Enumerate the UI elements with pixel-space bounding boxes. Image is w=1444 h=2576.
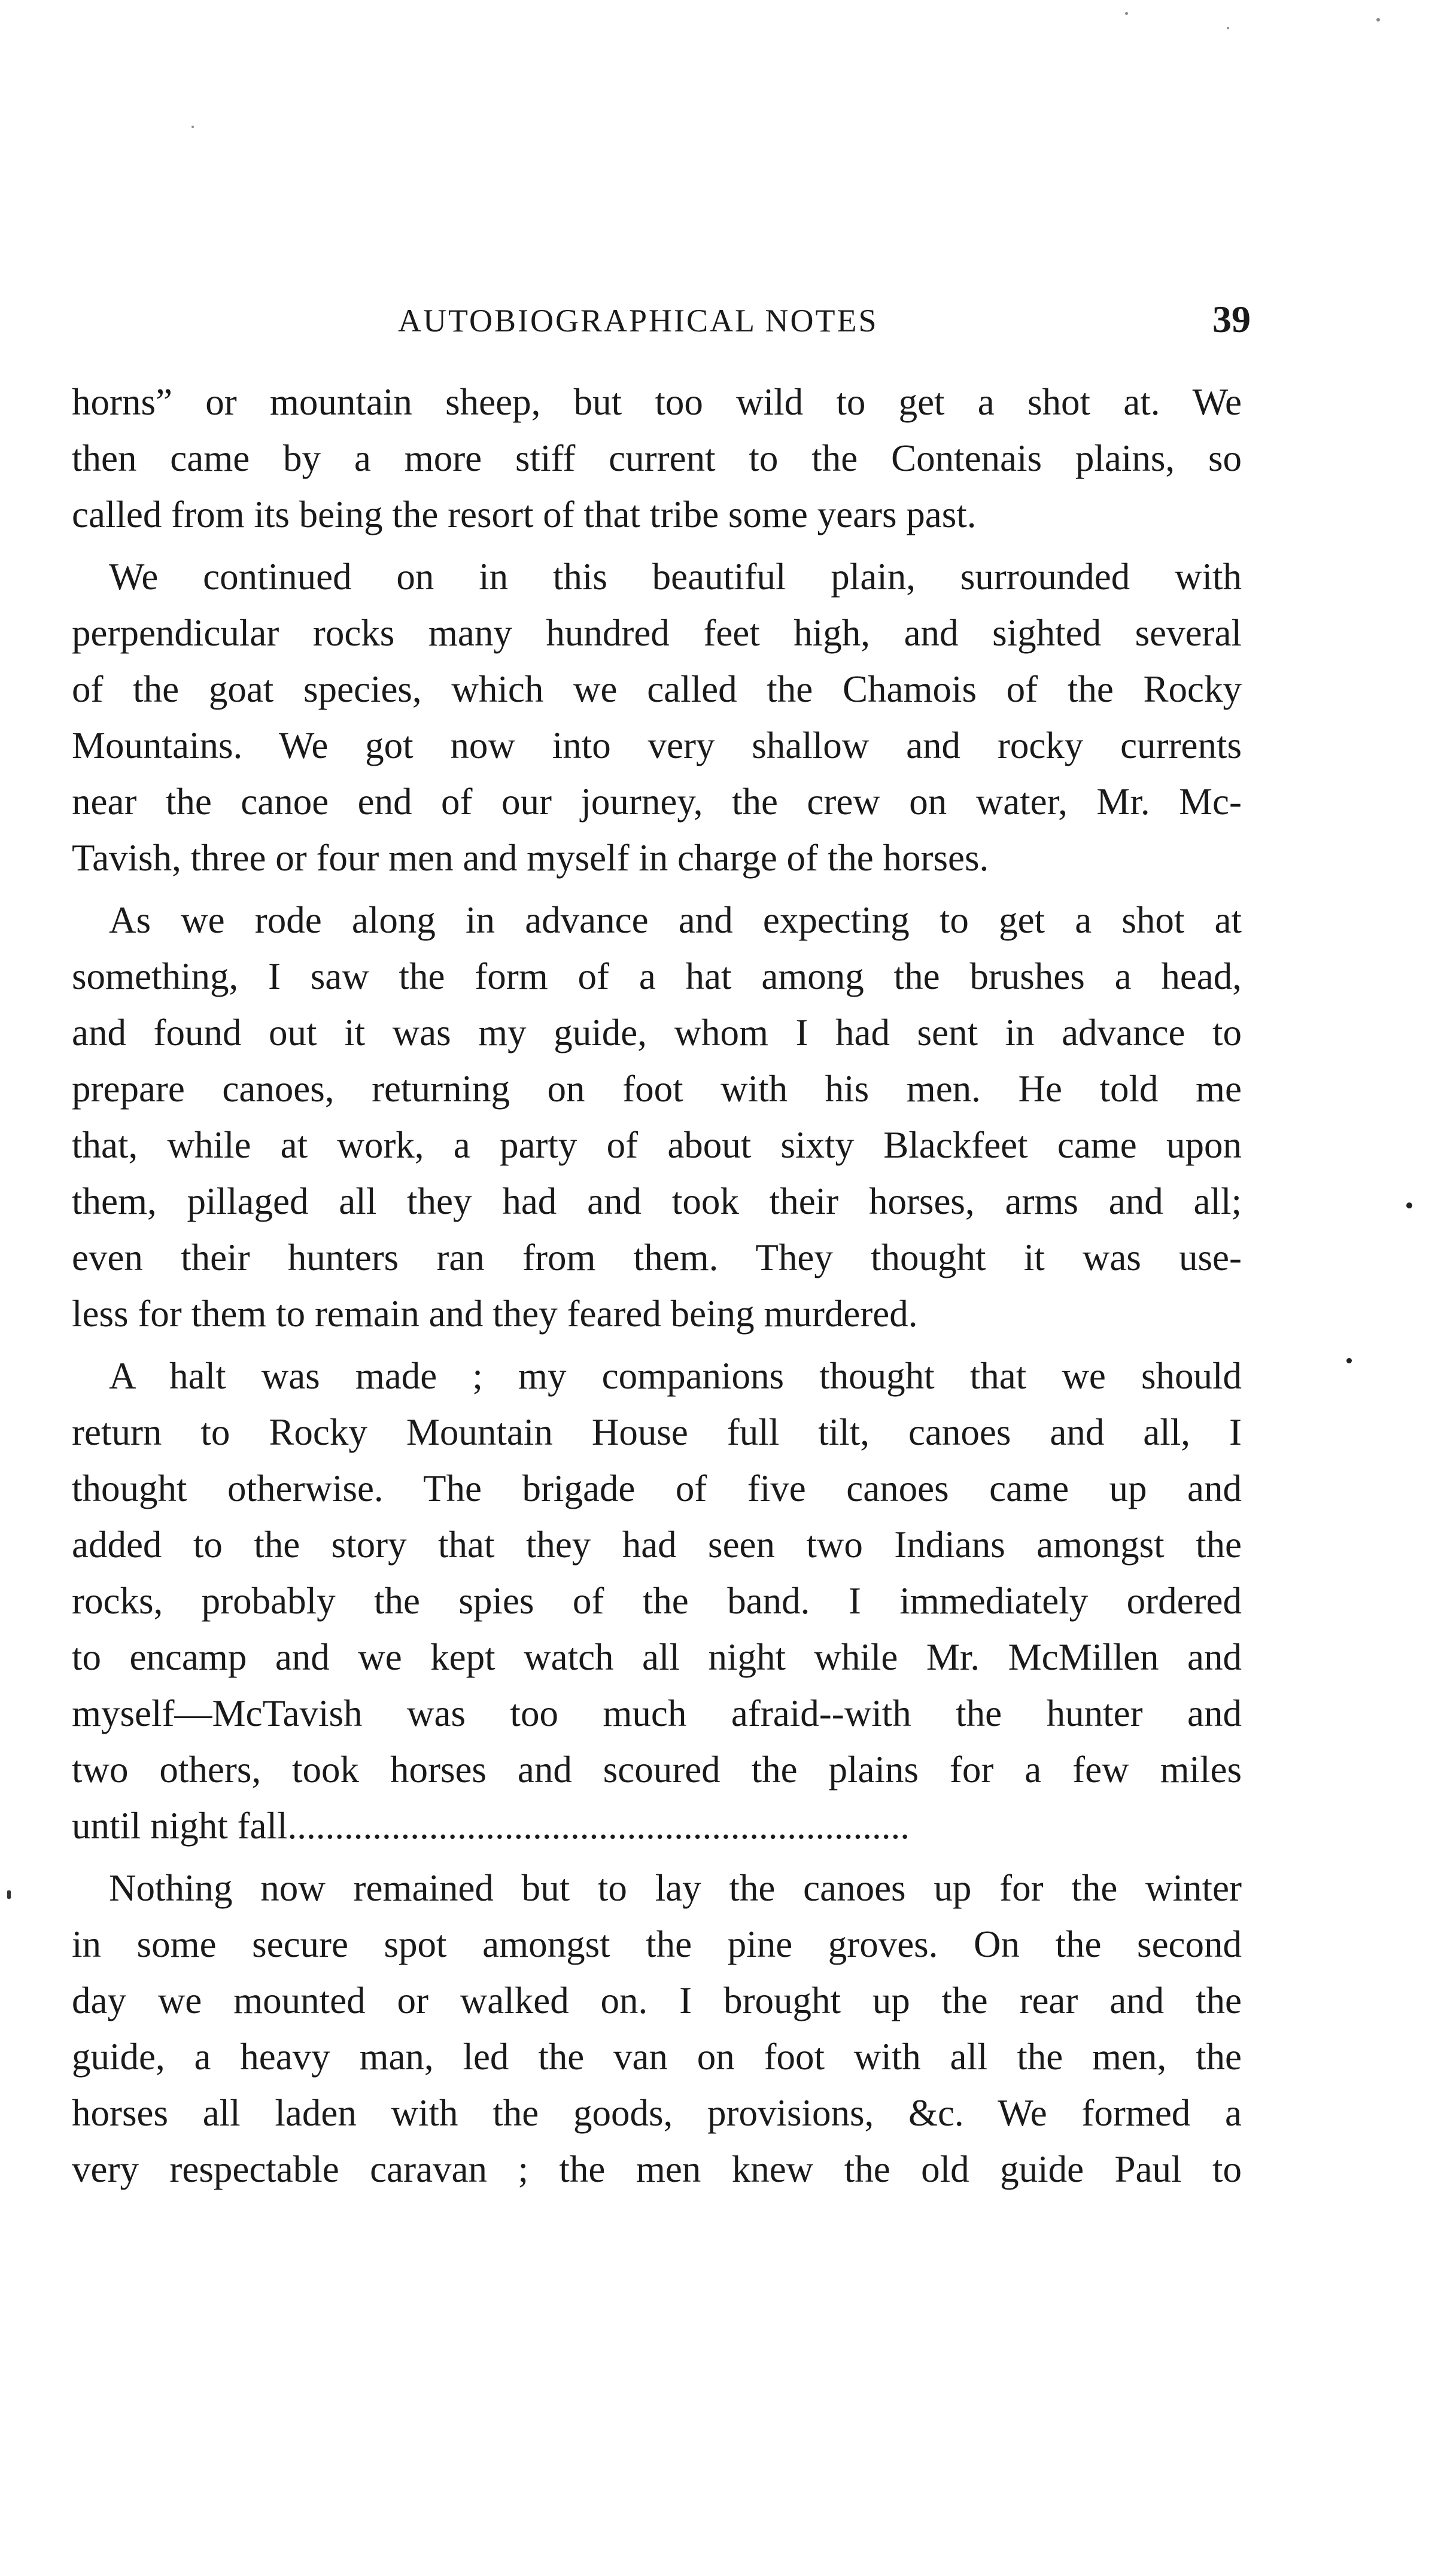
text-line: even their hunters ran from them. They thought it was use- bbox=[72, 1237, 1242, 1278]
print-speckle bbox=[191, 126, 194, 128]
text-line: to encamp and we kept watch all night while Mr. McMillen and bbox=[72, 1636, 1242, 1678]
print-speckle bbox=[1125, 12, 1128, 15]
running-head: AUTOBIOGRAPHICAL NOTES bbox=[398, 303, 878, 339]
print-speckle bbox=[1346, 1358, 1352, 1363]
paragraph bbox=[72, 892, 1242, 1342]
text-line: in some secure spot amongst the pine groves. On the second bbox=[72, 1923, 1242, 1965]
text-line: Tavish, three or four men and myself in charge of the horses. bbox=[72, 837, 989, 879]
print-speckle bbox=[1406, 1202, 1412, 1208]
text-line: until night fall.................................................................. bbox=[72, 1805, 910, 1847]
print-speckle bbox=[1227, 27, 1229, 29]
paragraph bbox=[72, 374, 1242, 543]
text-line: horns” or mountain sheep, but too wild to get a shot at. We bbox=[72, 381, 1242, 423]
text-line: myself—McTavish was too much afraid--with the hunter and bbox=[72, 1692, 1242, 1734]
paragraph bbox=[72, 1348, 1242, 1854]
text-line: something, I saw the form of a hat among the brushes a head, bbox=[72, 955, 1242, 997]
print-speckle bbox=[1376, 18, 1380, 22]
text-line: Nothing now remained but to lay the canoes up for the winter bbox=[109, 1867, 1242, 1909]
text-line: perpendicular rocks many hundred feet high, and sighted several bbox=[72, 612, 1242, 654]
text-line: prepare canoes, returning on foot with his men. He told me bbox=[72, 1068, 1242, 1110]
page-header bbox=[72, 298, 1251, 344]
text-line: horses all laden with the goods, provisions, &c. We formed a bbox=[72, 2092, 1242, 2134]
body-text bbox=[72, 374, 1242, 2197]
text-line: less for them to remain and they feared being murdered. bbox=[72, 1293, 918, 1335]
page-number: 39 bbox=[1212, 298, 1251, 340]
print-speckle bbox=[7, 1890, 11, 1899]
paragraph bbox=[72, 1860, 1242, 2197]
text-line: near the canoe end of our journey, the crew on water, Mr. Mc- bbox=[72, 781, 1242, 823]
paragraph bbox=[72, 549, 1242, 886]
text-line: called from its being the resort of that tribe some years past. bbox=[72, 494, 977, 535]
text-line: added to the story that they had seen two Indians amongst the bbox=[72, 1524, 1242, 1566]
text-line: rocks, probably the spies of the band. I immediately ordered bbox=[72, 1580, 1242, 1622]
text-line: return to Rocky Mountain House full tilt, canoes and all, I bbox=[72, 1411, 1242, 1453]
text-line: thought otherwise. The brigade of five canoes came up and bbox=[72, 1467, 1242, 1509]
text-line: that, while at work, a party of about sixty Blackfeet came upon bbox=[72, 1124, 1242, 1166]
text-line: A halt was made ; my companions thought that we should bbox=[109, 1355, 1242, 1397]
text-line: very respectable caravan ; the men knew the old guide Paul to bbox=[72, 2148, 1242, 2190]
text-line: them, pillaged all they had and took their horses, arms and all; bbox=[72, 1180, 1242, 1222]
text-line: two others, took horses and scoured the plains for a few miles bbox=[72, 1749, 1242, 1791]
text-line: guide, a heavy man, led the van on foot with all the men, the bbox=[72, 2036, 1242, 2078]
text-line: of the goat species, which we called the Chamois of the Rocky bbox=[72, 668, 1242, 710]
text-line: As we rode along in advance and expecting to get a shot at bbox=[109, 899, 1242, 941]
text-line: then came by a more stiff current to the Contenais plains, so bbox=[72, 437, 1242, 479]
text-line: day we mounted or walked on. I brought up the rear and the bbox=[72, 1980, 1242, 2021]
text-line: Mountains. We got now into very shallow and rocky currents bbox=[72, 724, 1242, 766]
text-line: We continued on in this beautiful plain, surrounded with bbox=[109, 556, 1242, 598]
text-line: and found out it was my guide, whom I had sent in advance to bbox=[72, 1012, 1242, 1053]
